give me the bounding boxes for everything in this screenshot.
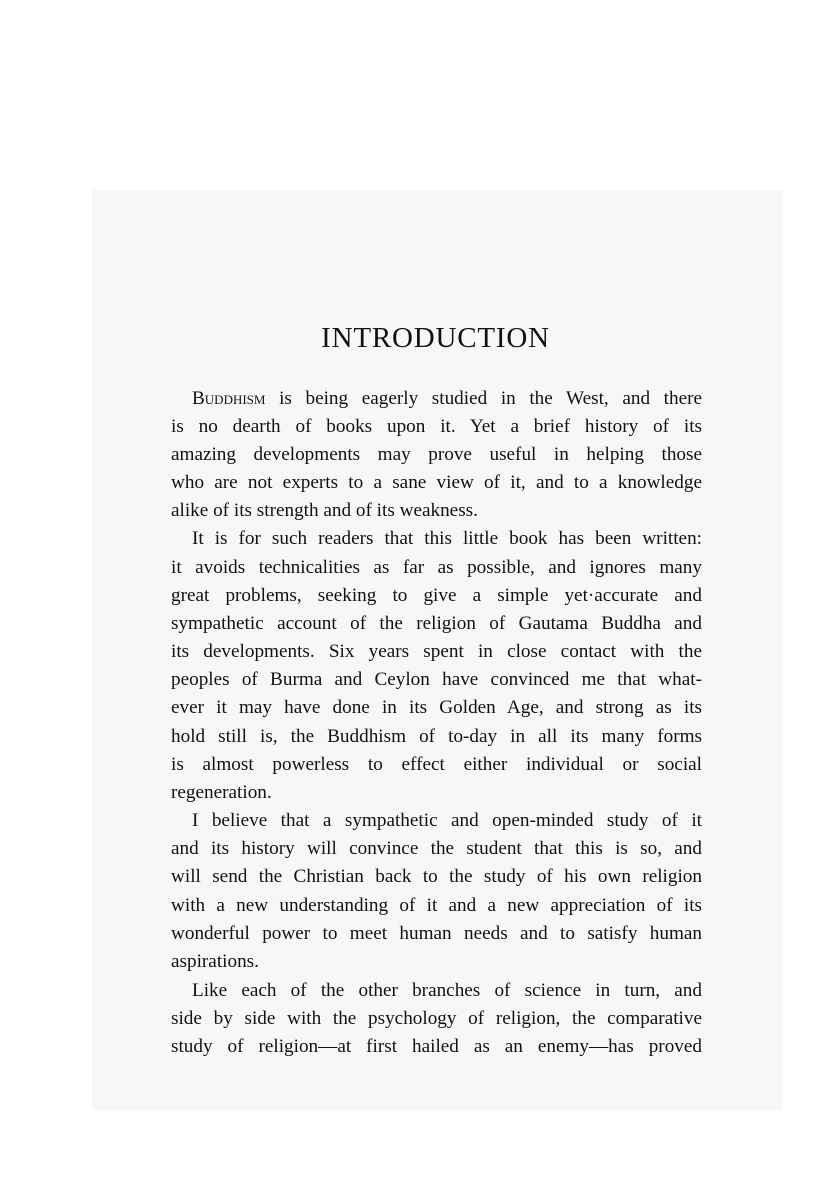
- paragraph-3-line-5: wonderful power to meet human needs and to satisfy human: [171, 923, 702, 944]
- paragraph-3-line-4: with a new understanding of it and a new appreciation of its: [171, 895, 702, 916]
- paragraph-2-line-9: is almost powerless to effect either individual or social: [171, 754, 702, 775]
- paragraph-2-line-3: great problems, seeking to give a simple yet·accurate and: [171, 585, 702, 606]
- paragraph-2-line-5: its developments. Six years spent in close contact with the: [171, 641, 702, 662]
- first-line-rest: is being eagerly studied in the West, and there: [265, 388, 702, 409]
- paragraph-1-line-3: amazing developments may prove useful in helping those: [171, 444, 702, 465]
- paragraph-1-line-1: [192, 385, 702, 413]
- lead-word: Buddhism: [192, 388, 266, 409]
- paragraph-2-line-10: regeneration.: [171, 782, 272, 803]
- paragraph-2-line-2: it avoids technicalities as far as possible, and ignores many: [171, 557, 702, 578]
- paragraph-1-line-2: is no dearth of books upon it. Yet a brief history of its: [171, 416, 702, 437]
- paragraph-3-line-1: I believe that a sympathetic and open-minded study of it: [192, 810, 702, 831]
- paragraph-1-line-5: alike of its strength and of its weakness.: [171, 500, 478, 521]
- paragraph-2-line-4: sympathetic account of the religion of Gautama Buddha and: [171, 613, 702, 634]
- paragraph-1-line-4: who are not experts to a sane view of it, and to a knowledge: [171, 472, 702, 493]
- paragraph-4-line-3: study of religion—at first hailed as an enemy—has proved: [171, 1036, 702, 1057]
- paragraph-2-line-6: peoples of Burma and Ceylon have convinced me that what-: [171, 669, 702, 690]
- chapter-heading: INTRODUCTION: [321, 322, 550, 354]
- paragraph-2-line-8: hold still is, the Buddhism of to-day in all its many forms: [171, 726, 702, 747]
- paragraph-4-line-2: side by side with the psychology of religion, the comparative: [171, 1008, 702, 1029]
- paragraph-2-line-1: It is for such readers that this little book has been written:: [192, 528, 702, 549]
- paragraph-3-line-3: will send the Christian back to the study of his own religion: [171, 866, 702, 887]
- paragraph-3-line-6: aspirations.: [171, 951, 259, 972]
- paragraph-3-line-2: and its history will convince the student that this is so, and: [171, 838, 702, 859]
- paragraph-4-line-1: Like each of the other branches of science in turn, and: [192, 980, 702, 1001]
- paragraph-2-line-7: ever it may have done in its Golden Age, and strong as its: [171, 697, 702, 718]
